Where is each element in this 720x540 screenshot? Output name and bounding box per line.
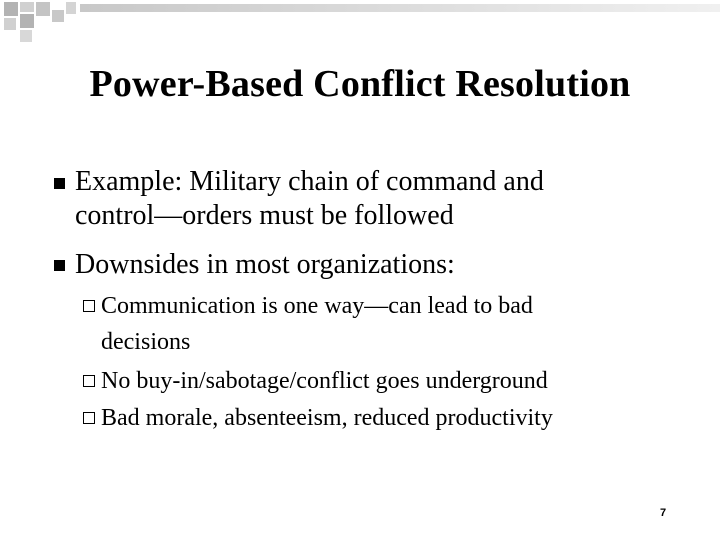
sub-bullet-text-continued: decisions [101, 329, 191, 355]
slide-title: Power-Based Conflict Resolution [89, 63, 631, 105]
bullet-text-continued: control—orders must be followed [75, 200, 454, 231]
sub-bullet-text: No buy-in/sabotage/conflict goes underground [101, 368, 548, 394]
filled-square-icon [54, 260, 65, 271]
page-number: 7 [660, 507, 667, 519]
bullet-text: Downsides in most organizations: [75, 249, 455, 280]
hollow-square-icon [83, 300, 95, 312]
sub-bullet-text: Bad morale, absenteeism, reduced productivity [101, 405, 553, 431]
filled-square-icon [54, 178, 65, 189]
hollow-square-icon [83, 375, 95, 387]
hollow-square-icon [83, 412, 95, 424]
bullet-text: Example: Military chain of command and [75, 166, 544, 197]
sub-bullet-text: Communication is one way—can lead to bad [101, 293, 533, 319]
